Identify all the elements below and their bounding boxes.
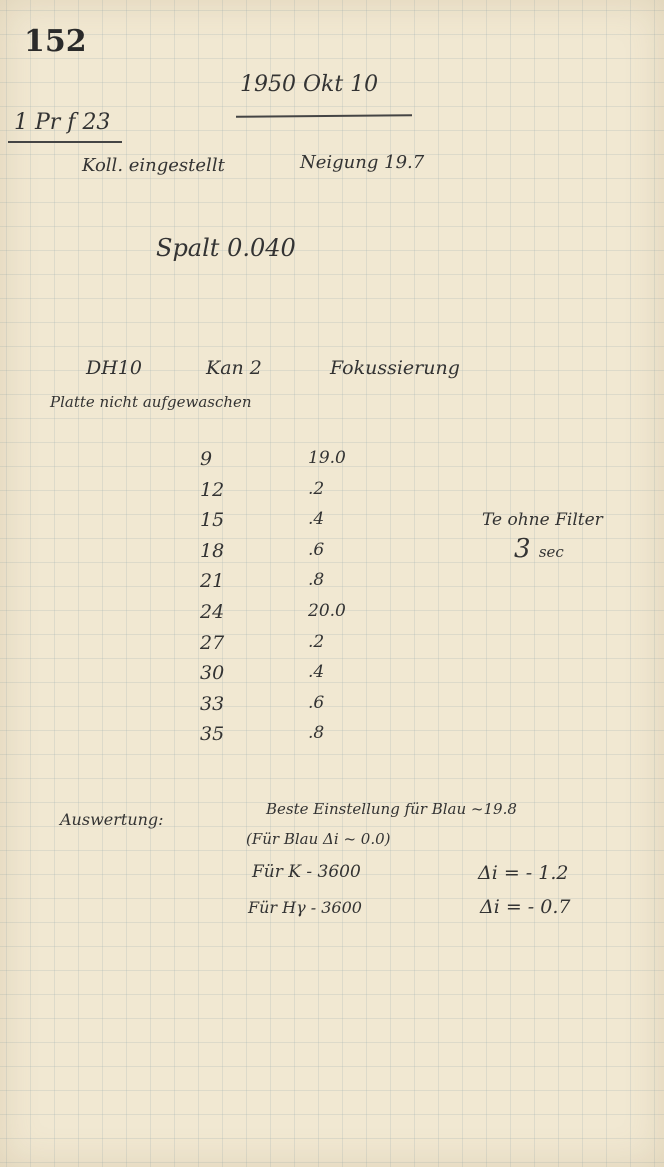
entry-reference: 1 Pr f 23 [14, 110, 111, 135]
page-number: 152 [24, 24, 87, 59]
evaluation-line-best: Beste Einstellung für Blau ~19.8 [266, 800, 517, 818]
focus-value: .8 [308, 570, 325, 591]
column-header-dh10: DH10 [86, 357, 142, 379]
exposure-value: 3 [514, 534, 531, 564]
plate-note: Platte nicht aufgewaschen [50, 393, 252, 411]
exposure-unit: sec [538, 543, 564, 561]
column-header-focus: Fokussierung [330, 357, 460, 379]
slit-note: Spalt 0.040 [156, 234, 296, 262]
focus-value: .6 [308, 539, 325, 560]
kan-value: 12 [200, 478, 225, 501]
tilt-note: Neigung 19.7 [300, 152, 425, 173]
kan-value: 24 [200, 600, 225, 623]
reference-underline [8, 141, 122, 143]
entry-date: 1950 Okt 10 [240, 72, 379, 97]
focus-value: .2 [308, 478, 325, 499]
focus-value: .4 [308, 509, 325, 530]
kan-value: 21 [200, 570, 225, 593]
kan-value: 33 [200, 692, 225, 715]
focus-value: .8 [308, 723, 325, 744]
evaluation-value-k: Δi = - 1.2 [478, 862, 569, 884]
kan-value: 9 [200, 448, 213, 470]
kan-value: 35 [200, 723, 225, 746]
evaluation-value-hgamma: Δi = - 0.7 [480, 896, 571, 918]
date-underline [236, 114, 412, 118]
kan-value: 30 [200, 662, 225, 685]
filter-note: Te ohne Filter [482, 510, 603, 530]
evaluation-line-k: Für K - 3600 [252, 862, 361, 882]
evaluation-line-blue: (Für Blau Δi ~ 0.0) [246, 830, 391, 848]
kan-value: 18 [200, 539, 225, 562]
focus-value: 20.0 [308, 600, 346, 621]
exposure-time [514, 534, 564, 564]
kan-value: 15 [200, 509, 225, 532]
focus-value: .2 [308, 631, 325, 652]
collimator-note: Koll. eingestellt [82, 155, 225, 176]
focus-value: .6 [308, 692, 325, 713]
focus-value: 19.0 [308, 448, 346, 468]
kan-value: 27 [200, 631, 225, 654]
column-header-kan: Kan 2 [206, 357, 262, 379]
evaluation-line-hgamma: Für Hγ - 3600 [248, 898, 362, 917]
evaluation-label: Auswertung: [60, 810, 164, 829]
focus-value: .4 [308, 662, 325, 683]
